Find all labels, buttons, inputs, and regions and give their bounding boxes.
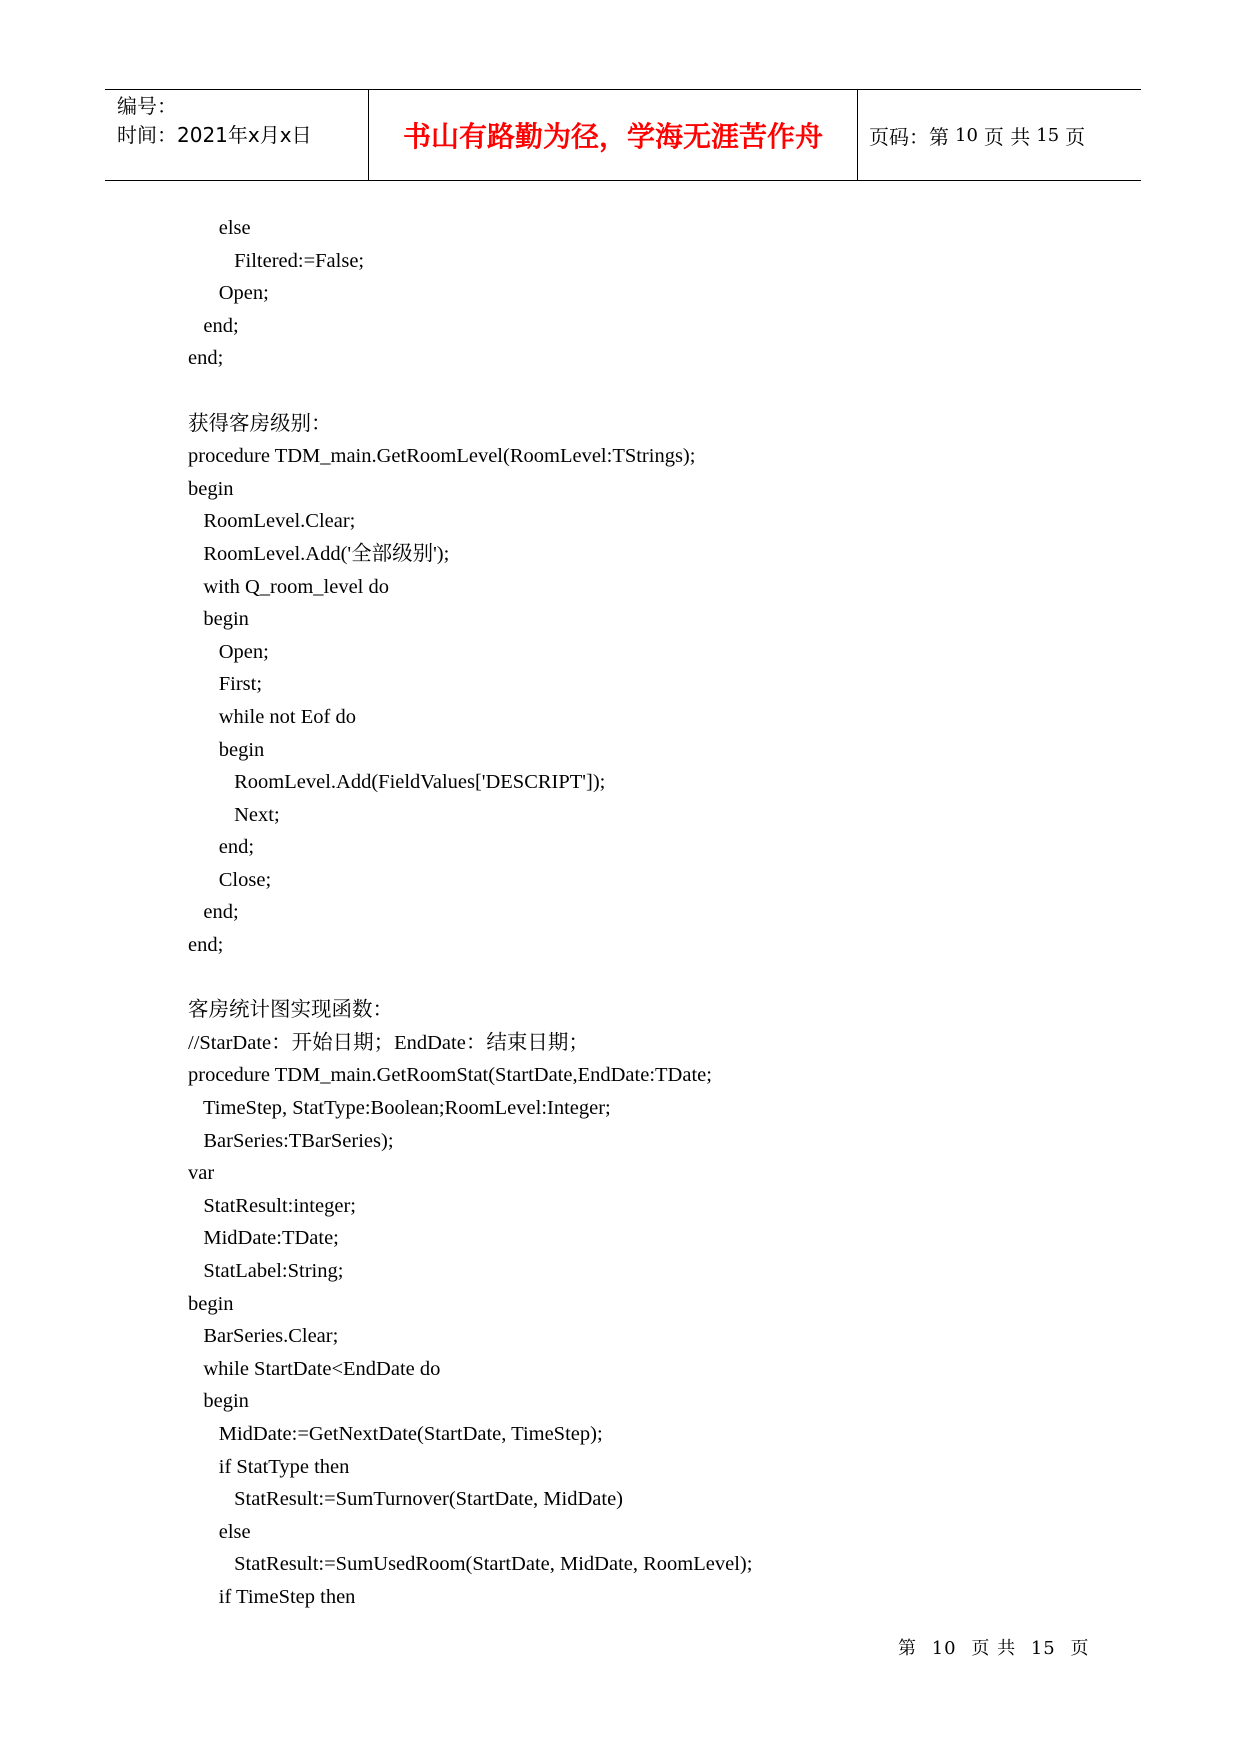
- document-time-label: 时间：2021年x月x日: [117, 123, 312, 147]
- code-line: TimeStep, StatType:Boolean;RoomLevel:Integer;: [188, 1097, 611, 1120]
- code-line: while not Eof do: [188, 705, 356, 728]
- code-line: var: [188, 1162, 215, 1185]
- code-line: end;: [188, 314, 239, 337]
- header-page-prefix: 页码：第: [869, 124, 949, 149]
- code-listing: [188, 212, 1148, 1614]
- code-line: else: [188, 217, 251, 239]
- code-line: BarSeries.Clear;: [188, 1325, 339, 1348]
- code-line: while StartDate<EndDate do: [188, 1357, 441, 1380]
- code-line: begin: [188, 1292, 234, 1315]
- code-line: StatResult:=SumUsedRoom(StartDate, MidDate, RoomLevel);: [188, 1553, 753, 1576]
- footer-page-current: 10: [931, 1638, 957, 1659]
- header-page-indicator: [869, 90, 1085, 180]
- code-line: MidDate:TDate;: [188, 1227, 339, 1250]
- footer-middle: 页 共: [971, 1638, 1017, 1659]
- code-line: with Q_room_level do: [188, 575, 389, 598]
- code-line: begin: [188, 738, 265, 761]
- code-line: Next;: [188, 803, 280, 826]
- code-line: StatLabel:String;: [188, 1260, 344, 1282]
- code-line: //StarDate：开始日期；EndDate：结束日期；: [188, 1031, 589, 1054]
- code-line: if TimeStep then: [188, 1585, 356, 1608]
- page-footer: [898, 1634, 1089, 1660]
- code-line: 获得客房级别：: [188, 412, 332, 435]
- code-line: if StatType then: [188, 1455, 350, 1478]
- code-line: end;: [188, 934, 224, 957]
- header-info-cell: [105, 90, 368, 180]
- footer-page-total: 15: [1030, 1638, 1056, 1659]
- code-line: begin: [188, 608, 249, 631]
- code-line: end;: [188, 901, 239, 924]
- code-line: [188, 962, 1148, 995]
- code-line: BarSeries:TBarSeries);: [188, 1129, 394, 1152]
- code-line: procedure TDM_main.GetRoomStat(StartDate,EndDate:TDate;: [188, 1064, 712, 1087]
- header-page-current: 10: [955, 124, 978, 146]
- code-line: MidDate:=GetNextDate(StartDate, TimeStep);: [188, 1422, 603, 1445]
- header-motto: 书山有路勤为径，学海无涯苦作舟: [402, 120, 823, 153]
- code-line: begin: [188, 1390, 249, 1413]
- page-header: [105, 89, 1141, 181]
- code-line: [188, 375, 1148, 408]
- code-line: RoomLevel.Clear;: [188, 510, 356, 533]
- header-page-middle: 页 共: [983, 124, 1031, 149]
- code-line: Close;: [188, 868, 272, 891]
- code-line: RoomLevel.Add('全部级别');: [188, 542, 450, 565]
- code-line: RoomLevel.Add(FieldValues['DESCRIPT']);: [188, 771, 606, 794]
- code-line: procedure TDM_main.GetRoomLevel(RoomLevel:TStrings);: [188, 445, 696, 468]
- code-line: end;: [188, 347, 224, 370]
- code-line: Filtered:=False;: [188, 249, 365, 272]
- code-line: First;: [188, 673, 263, 696]
- header-page-suffix: 页: [1065, 124, 1086, 149]
- header-page-total: 15: [1036, 124, 1060, 146]
- code-line: StatResult:integer;: [188, 1194, 356, 1217]
- code-line: Open;: [188, 282, 269, 305]
- code-line: StatResult:=SumTurnover(StartDate, MidDate): [188, 1488, 624, 1511]
- footer-suffix: 页: [1070, 1638, 1090, 1659]
- code-line: 客房统计图实现函数：: [188, 999, 393, 1022]
- code-line: else: [188, 1520, 251, 1543]
- code-line: Open;: [188, 640, 269, 663]
- document-number-label: 编号：: [117, 94, 177, 118]
- footer-prefix: 第: [898, 1638, 917, 1659]
- code-line: begin: [188, 477, 234, 500]
- code-line: end;: [188, 836, 255, 859]
- header-divider-right: [857, 90, 858, 180]
